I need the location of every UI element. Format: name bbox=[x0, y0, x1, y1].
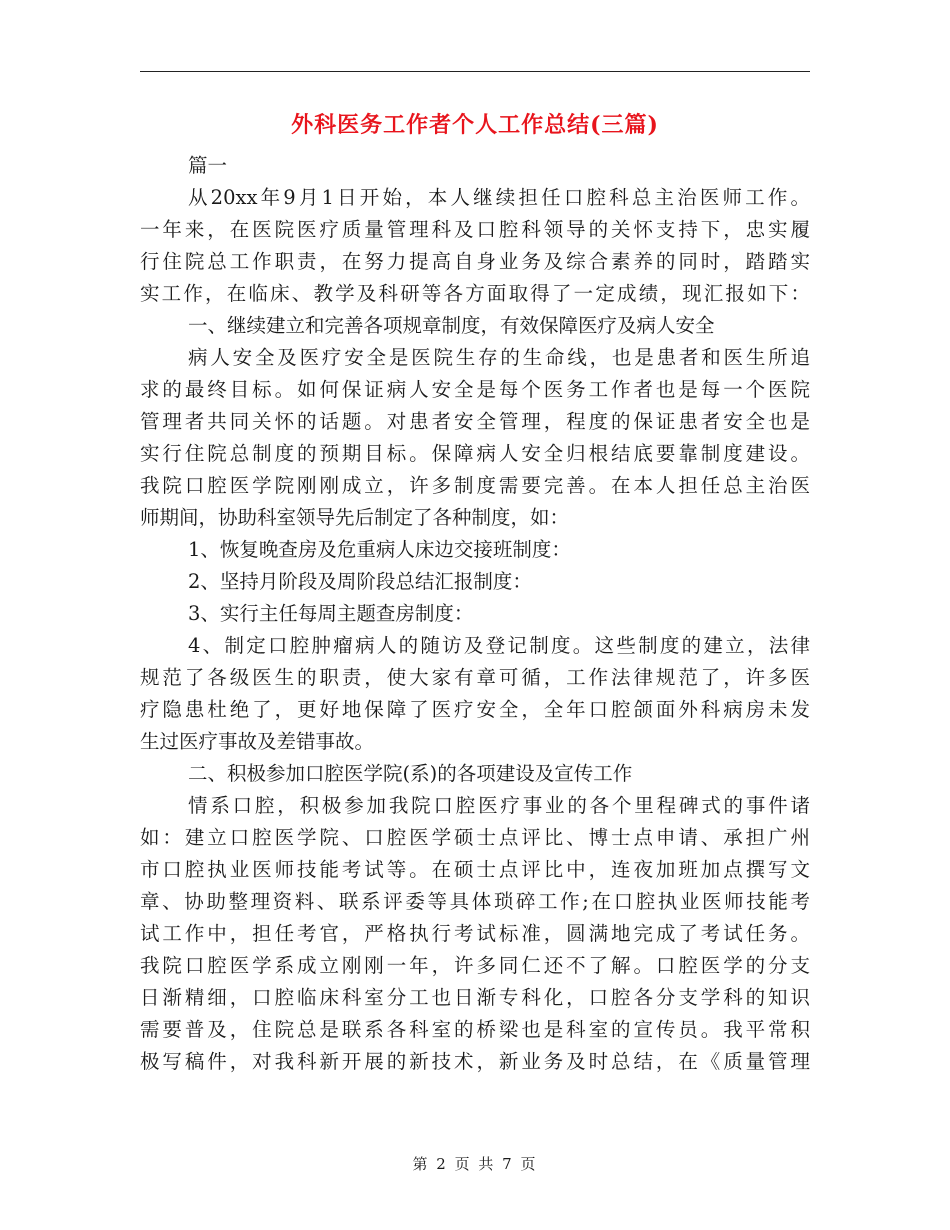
text-line: 管理者共同关怀的话题。对患者安全管理，程度的保证患者安全也是 bbox=[140, 410, 810, 433]
text-line: 从20xx年9月1日开始，本人继续担任口腔科总主治医师工作。 bbox=[188, 186, 810, 209]
text-line: 病人安全及医疗安全是医院生存的生命线，也是患者和医生所追 bbox=[188, 346, 810, 369]
text-line: 规范了各级医生的职责，使大家有章可循，工作法律规范了，许多医 bbox=[140, 666, 810, 689]
text-line: 生过医疗事故及差错事故。 bbox=[140, 730, 375, 753]
text-line: 师期间，协助科室领导先后制定了各种制度，如： bbox=[140, 506, 570, 529]
page-number: 第 2 页 共 7 页 bbox=[412, 1155, 538, 1173]
text-line: 4、制定口腔肿瘤病人的随访及登记制度。这些制度的建立，法律 bbox=[188, 634, 810, 657]
text-line: 3、实行主任每周主题查房制度： bbox=[188, 602, 474, 625]
text-line: 1、恢复晚查房及危重病人床边交接班制度： bbox=[188, 538, 571, 561]
text-line: 疗隐患杜绝了，更好地保障了医疗安全，全年口腔颌面外科病房未发 bbox=[140, 698, 810, 721]
text-line: 如：建立口腔医学院、口腔医学硕士点评比、博士点申请、承担广州 bbox=[140, 826, 810, 849]
text-line: 实行住院总制度的预期目标。保障病人安全归根结底要靠制度建设。 bbox=[140, 442, 810, 465]
document-body bbox=[140, 150, 810, 1078]
text-line: 我院口腔医学院刚刚成立，许多制度需要完善。在本人担任总主治医 bbox=[140, 474, 810, 497]
text-line: 实工作，在临床、教学及科研等各方面取得了一定成绩，现汇报如下： bbox=[140, 282, 810, 305]
text-line: 章、协助整理资料、联系评委等具体琐碎工作;在口腔执业医师技能考 bbox=[140, 890, 810, 913]
text-line: 市口腔执业医师技能考试等。在硕士点评比中，连夜加班加点撰写文 bbox=[140, 858, 810, 881]
text-line: 行住院总工作职责，在努力提高自身业务及综合素养的同时，踏踏实 bbox=[140, 250, 810, 273]
text-line: 二、积极参加口腔医学院(系)的各项建设及宣传工作 bbox=[188, 762, 633, 785]
document-title: 外科医务工作者个人工作总结(三篇) bbox=[291, 112, 659, 138]
text-line: 情系口腔，积极参加我院口腔医疗事业的各个里程碑式的事件诸 bbox=[188, 794, 810, 817]
header-rule bbox=[140, 71, 810, 72]
text-line: 篇一 bbox=[188, 154, 228, 177]
text-line: 试工作中，担任考官，严格执行考试标准，圆满地完成了考试任务。 bbox=[140, 922, 810, 945]
text-line: 2、坚持月阶段及周阶段总结汇报制度： bbox=[188, 570, 532, 593]
text-line: 需要普及，住院总是联系各科室的桥梁也是科室的宣传员。我平常积 bbox=[140, 1018, 810, 1041]
text-line: 日渐精细，口腔临床科室分工也日渐专科化，口腔各分支学科的知识 bbox=[140, 986, 810, 1009]
text-line: 极写稿件，对我科新开展的新技术，新业务及时总结，在《质量管理 bbox=[140, 1050, 810, 1073]
text-line: 求的最终目标。如何保证病人安全是每个医务工作者也是每一个医院 bbox=[140, 378, 810, 401]
text-line: 我院口腔医学系成立刚刚一年，许多同仁还不了解。口腔医学的分支 bbox=[140, 954, 810, 977]
text-line: 一、继续建立和完善各项规章制度，有效保障医疗及病人安全 bbox=[188, 314, 715, 337]
text-line: 一年来，在医院医疗质量管理科及口腔科领导的关怀支持下，忠实履 bbox=[140, 218, 810, 241]
